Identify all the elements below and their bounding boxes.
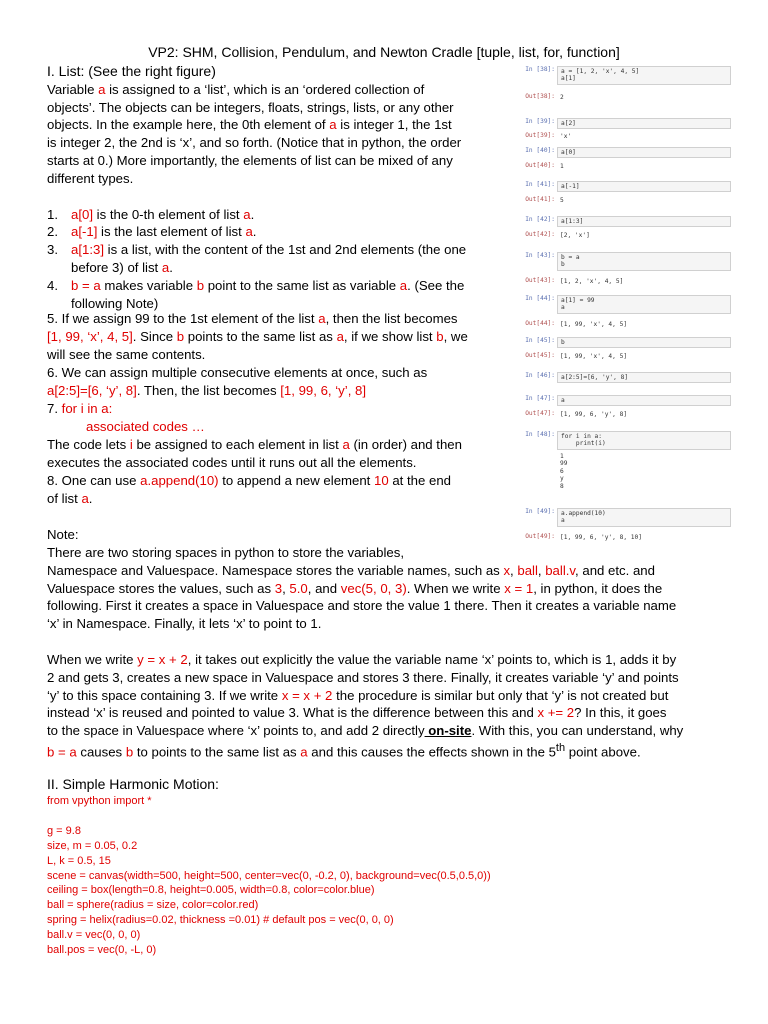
text-run: starts at 0.) More importantly, the elements of list can be mixed of any (47, 152, 453, 168)
section-1-heading: I. List: (See the right figure) (47, 63, 216, 79)
highlighted-code-text: a (161, 259, 170, 275)
text-run: . Since (132, 328, 177, 344)
text-run: ? In this, it goes (574, 705, 667, 721)
list-item (47, 223, 497, 241)
cell-prompt: In [47]: (525, 395, 555, 402)
cell-line: a = [1, 2, 'x', 4, 5] (561, 68, 640, 75)
highlighted-code-text: i (129, 437, 133, 452)
cell-line: 2 (560, 94, 564, 101)
text-run: and this causes the effects shown in the 5 (307, 744, 556, 760)
highlighted-code-text: 3 (274, 580, 283, 596)
code-line: scene = canvas(width=500, height=500, center=vec(0, -0.2, 0), background=vec(0.5,0.5,0)) (47, 869, 491, 882)
code-line: ceiling = box(length=0.8, height=0.005, width=0.8, color=color.blue) (47, 884, 375, 897)
list-item (47, 206, 497, 224)
text-run: is integer 1, the 1st (336, 117, 452, 133)
highlighted-code-text: b = a (47, 744, 77, 760)
cell-content (557, 337, 731, 348)
cell-prompt: In [49]: (525, 508, 555, 515)
text-run: to the space in Valuespace where ‘x’ points to, and add 2 directly (47, 723, 425, 739)
cell-line: a (561, 304, 565, 312)
item-number: 2. (47, 224, 58, 240)
cell-line: b (561, 339, 565, 346)
cell-line: 1 (560, 163, 564, 170)
cell-line: a[1:3] (561, 218, 584, 225)
text-run: point above. (565, 744, 641, 760)
cell-line: y (560, 475, 564, 483)
cell-line: a (561, 517, 565, 525)
code-line: ball.pos = vec(0, -L, 0) (47, 944, 157, 957)
text-run: . (See the (407, 277, 465, 293)
text-run: 8. One can use (47, 473, 141, 488)
text-run: be assigned to each element in list (132, 437, 343, 452)
text-run: , in python, it does the (533, 580, 663, 596)
cell-prompt: Out[44]: (525, 320, 555, 327)
highlighted-code-text: [1, 99, ‘x’, 4, 5] (47, 328, 133, 344)
text-run: point to the same list as variable (204, 277, 400, 293)
cell-line: a[2:5]=[6, 'y', 8] (561, 374, 629, 381)
highlighted-code-text: ball (517, 562, 538, 578)
text-run: , and etc. and (575, 562, 655, 578)
highlighted-code-text: a[0] (71, 206, 93, 222)
cell-line: 99 (560, 460, 568, 468)
list-item (47, 277, 497, 313)
highlighted-code-text: x = x + 2 (281, 687, 333, 703)
cell-prompt: Out[49]: (525, 533, 555, 540)
text-run: ‘y’ to this space containing 3. If we write (47, 687, 282, 703)
cell-content (557, 216, 731, 227)
cell-line: print(i) (561, 440, 606, 448)
highlighted-code-text: y = x + 2 (137, 652, 188, 667)
cell-prompt: Out[42]: (525, 231, 555, 238)
text-run: is the last element of list (97, 224, 246, 240)
cell-content (557, 533, 731, 542)
cell-content (557, 410, 731, 419)
cell-prompt: In [45]: (525, 337, 555, 344)
text-run: following. First it creates a space in Valuespace and store the value 1 there. Then it creates a variable name (47, 598, 677, 614)
text-run: 7. (47, 401, 62, 416)
text-run: is assigned to a ‘list’, which is an ‘ordered collection of (105, 81, 425, 97)
cell-prompt: In [41]: (525, 181, 555, 188)
cell-content (557, 352, 731, 361)
cell-line: a[0] (561, 149, 576, 156)
list-items (47, 206, 497, 313)
cell-line: 1 (560, 453, 564, 460)
code-lines (47, 794, 727, 958)
page-title: VP2: SHM, Collision, Pendulum, and Newton Cradle [tuple, list, for, function] (148, 44, 620, 60)
cell-line: [1, 99, 'x', 4, 5] (560, 321, 628, 328)
cell-prompt: Out[40]: (525, 162, 555, 169)
cell-line: a.append(10) (561, 510, 606, 517)
code-line: size, m = 0.05, 0.2 (47, 839, 138, 852)
highlighted-code-text: a (81, 490, 89, 506)
text-run: following Note) (71, 295, 159, 311)
list-item-5 (47, 310, 497, 363)
text-run: There are two storing spaces in python to store the variables, (47, 545, 404, 560)
cell-prompt: In [38]: (525, 66, 555, 73)
text-run: before 3) of list (71, 259, 162, 275)
cell-prompt: In [43]: (525, 252, 555, 259)
text-run: Valuespace stores the values, such as (47, 580, 275, 596)
text-run: , and (307, 580, 341, 596)
cell-content (557, 372, 731, 383)
text-run: , it takes out explicitly the value the variable name ‘x’ points to, which is 1, adds it by (187, 652, 677, 667)
cell-prompt: In [40]: (525, 147, 555, 154)
text-run: 2 and gets 3, creates a new space in Valuespace and stores 3 there. Finally, it creates variable ‘y’ and points (47, 669, 679, 685)
text-run: , we (443, 328, 468, 344)
cell-line: 5 (560, 197, 564, 204)
highlighted-code-text: ball.v (545, 562, 576, 578)
text-run: will see the same contents. (47, 346, 206, 362)
cell-prompt: Out[39]: (525, 132, 555, 139)
cell-line: 6 (560, 467, 564, 475)
text-run: The code lets (47, 437, 130, 452)
cell-prompt: Out[41]: (525, 196, 555, 203)
text-run: causes (76, 744, 126, 760)
cell-prompt: Out[43]: (525, 277, 555, 284)
cell-line: [1, 99, 6, 'y', 8] (560, 411, 628, 418)
list-item-8 (47, 472, 507, 508)
section-list (47, 63, 497, 312)
code-line: from vpython import * (47, 795, 152, 807)
cell-prompt: In [44]: (525, 295, 555, 302)
cell-content (557, 181, 731, 192)
cell-line: b = a (561, 254, 580, 261)
highlighted-code-text: [1, 99, 6, ‘y’, 8] (280, 382, 367, 398)
text-run: different types. (47, 170, 134, 186)
highlighted-code-text: 10 (374, 473, 389, 488)
text-run: . (252, 224, 257, 240)
highlighted-code-text: 5.0 (289, 580, 308, 596)
highlighted-code-text: a (336, 328, 344, 344)
cell-line: a[1] (561, 75, 576, 83)
text-run: (in order) and then (349, 437, 462, 452)
cell-content (557, 277, 731, 286)
code-line (47, 809, 727, 824)
highlighted-code-text: x += 2 (537, 705, 575, 721)
cell-prompt: In [42]: (525, 216, 555, 223)
list-item-6 (47, 364, 497, 400)
text-run: makes variable (100, 277, 197, 293)
cell-content (557, 395, 731, 406)
cell-content (557, 452, 731, 491)
code-line: spring = helix(radius=0.02, thickness =0.01) # default pos = vec(0, 0, 0) (47, 914, 394, 927)
code-line: ball.v = vec(0, 0, 0) (47, 929, 141, 942)
cell-line: 8 (560, 482, 564, 490)
text-run: , (282, 580, 290, 596)
text-run: objects’. The objects can be integers, floats, strings, lists, or any other (47, 99, 454, 115)
cell-line: [1, 2, 'x', 4, 5] (560, 278, 624, 285)
cell-content (557, 118, 731, 129)
text-run: instead ‘x’ is reused and pointed to value 3. What is the difference between this and (47, 705, 538, 721)
cell-content (557, 93, 731, 102)
cell-content (557, 508, 731, 527)
highlighted-code-text: a (399, 277, 408, 293)
highlighted-code-text: b = a (71, 277, 101, 293)
text-run: is integer 2, the 2nd is ‘x’, and so forth. (Notice that in python, the order (47, 135, 462, 151)
code-line: g = 9.8 (47, 824, 81, 837)
text-run: th (555, 741, 566, 754)
cell-content (557, 252, 731, 271)
highlighted-code-text: vec(5, 0, 3) (340, 580, 407, 596)
highlighted-code-text: b (125, 744, 134, 760)
highlighted-code-text: x = 1 (504, 580, 534, 596)
cell-prompt: In [48]: (525, 431, 555, 438)
text-run: on-site (424, 723, 472, 739)
item-number: 4. (47, 277, 58, 293)
code-block (47, 794, 727, 958)
cell-content (557, 66, 731, 85)
text-run: at the end (388, 473, 452, 488)
list-item-7-body: associated codes … (86, 419, 205, 434)
text-run: , (537, 562, 546, 578)
text-run: objects. In the example here, the 0th element of (47, 117, 330, 133)
highlighted-code-text: a[2:5]=[6, ‘y’, 8] (47, 382, 137, 398)
cell-prompt: In [39]: (525, 118, 555, 125)
highlighted-code-text: b (176, 328, 185, 344)
highlighted-code-text: for i in a: (61, 401, 113, 416)
text-run: of list (47, 490, 82, 506)
cell-line: for i in a: (561, 433, 602, 440)
highlighted-code-text: a (245, 224, 253, 240)
text-run: Variable (47, 81, 99, 97)
cell-content (557, 132, 731, 141)
item-number: 3. (47, 242, 58, 258)
cell-content (557, 295, 731, 314)
cell-prompt: Out[47]: (525, 410, 555, 417)
highlighted-code-text: a (98, 81, 106, 97)
cell-line: a (561, 397, 565, 404)
text-run: executes the associated codes until it runs out all the elements. (47, 454, 417, 470)
list-item-7 (47, 400, 497, 418)
code-line: ball = sphere(radius = size, color=color.red) (47, 899, 259, 912)
text-run: to append a new element (218, 473, 375, 488)
list-item-7-text (47, 436, 507, 472)
text-run: . (169, 259, 173, 275)
note-heading: Note: (47, 527, 79, 542)
cell-line: a[2] (561, 120, 576, 127)
list-item (47, 241, 497, 277)
cell-line: a[-1] (561, 183, 580, 190)
item-number: 1. (47, 206, 58, 222)
highlighted-code-text: a (300, 744, 308, 760)
section-2-heading: II. Simple Harmonic Motion: (47, 776, 219, 792)
cell-prompt: Out[38]: (525, 93, 555, 100)
code-line: L, k = 0.5, 15 (47, 854, 111, 867)
cell-line: [1, 99, 6, 'y', 8, 10] (560, 534, 642, 541)
text-run: . With this, you can understand, why (471, 723, 684, 739)
text-run: ‘x’ in Namespace. Finally, it lets ‘x’ to point to 1. (47, 616, 322, 632)
cell-content (557, 431, 731, 450)
cell-line: a[1] = 99 (561, 297, 595, 304)
cell-line: 'x' (560, 133, 572, 140)
cell-line: [2, 'x'] (560, 232, 590, 239)
cell-content (557, 162, 731, 171)
text-run: . Then, the list becomes (136, 382, 281, 398)
highlighted-code-text: a (318, 311, 326, 326)
highlighted-code-text: a (329, 117, 337, 133)
text-run: 6. We can assign multiple consecutive elements at once, such as (47, 365, 428, 380)
text-run: is the 0-th element of list (93, 206, 244, 222)
text-run: is a list, with the content of the 1st and 2nd elements (the one (104, 242, 467, 258)
list-intro (47, 81, 497, 188)
text-run: . (88, 490, 93, 506)
highlighted-code-text: a (243, 206, 251, 222)
text-run: , then the list becomes (325, 311, 458, 326)
cell-line: b (561, 261, 565, 269)
note-paragraph-1 (47, 544, 727, 633)
text-run: the procedure is similar but only that ‘y’ is not created but (332, 687, 669, 703)
highlighted-code-text: b (196, 277, 205, 293)
cell-prompt: Out[45]: (525, 352, 555, 359)
text-run: Namespace and Valuespace. Namespace stores the variable names, such as (47, 562, 504, 578)
cell-content (557, 231, 731, 240)
highlighted-code-text: a.append(10) (140, 473, 219, 488)
cell-prompt: In [46]: (525, 372, 555, 379)
text-run: . (250, 206, 255, 222)
text-run: points to the same list as (184, 328, 337, 344)
highlighted-code-text: x (503, 562, 511, 578)
cell-content (557, 196, 731, 205)
text-run: 5. If we assign 99 to the 1st element of the list (47, 311, 319, 326)
cell-content (557, 147, 731, 158)
text-run: , (510, 562, 518, 578)
cell-content (557, 320, 731, 329)
text-run: , if we show list (343, 328, 437, 344)
text-run: When we write (47, 652, 138, 667)
text-run: to points to the same list as (133, 744, 301, 760)
highlighted-code-text: a[-1] (71, 224, 98, 240)
highlighted-code-text: a (342, 437, 350, 452)
text-run: . When we write (406, 580, 505, 596)
highlighted-code-text: a[1:3] (71, 242, 104, 258)
highlighted-code-text: b (436, 328, 444, 344)
cell-line: [1, 99, 'x', 4, 5] (560, 353, 628, 360)
note-paragraph-2 (47, 651, 727, 761)
